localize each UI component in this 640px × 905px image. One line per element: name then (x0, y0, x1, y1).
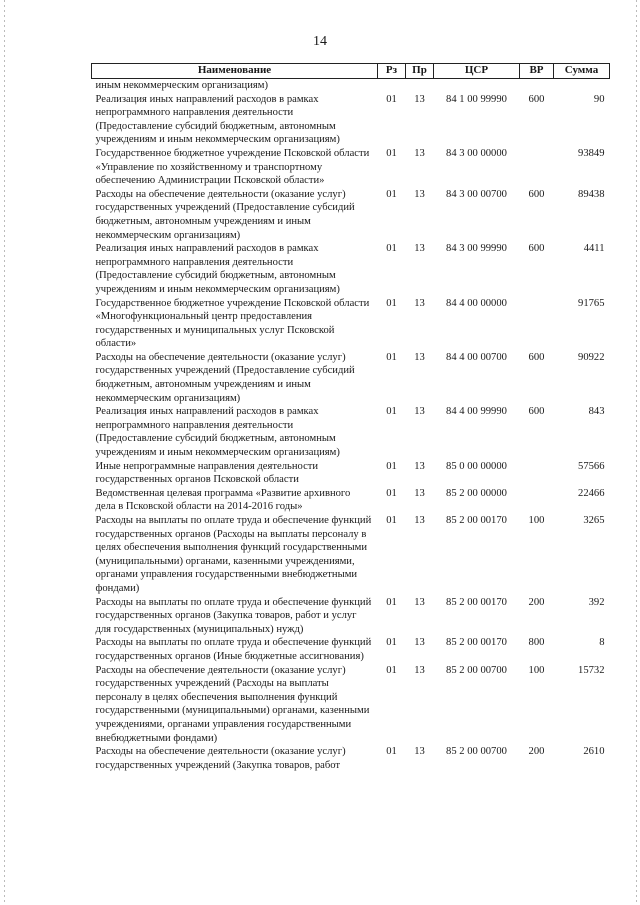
cell-pr (406, 79, 434, 93)
header-rz: Рз (378, 64, 406, 79)
cell-name: Расходы на выплаты по оплате труда и обеспечение функций государственных органов (Расходы на выплаты персоналу в целях обеспечения выполнения функций государственными (муниципальными) органами, казенными учреждениями, органами управления государственными внебюджетными фондами) (95, 515, 372, 594)
cell-name: иным некоммерческим организациям) (95, 80, 268, 91)
cell-sum: 2610 (583, 746, 605, 758)
cell-sum: 91765 (578, 297, 605, 309)
cell-csr: 84 3 00 99990 (446, 243, 507, 255)
cell-pr: 13 (414, 746, 425, 758)
cell-csr: 85 2 00 00170 (446, 515, 507, 526)
cell-vr: 200 (528, 596, 545, 608)
cell-sum: 89438 (578, 188, 605, 200)
cell-pr: 13 (414, 147, 425, 159)
cell-sum (554, 79, 610, 93)
cell-vr: 600 (528, 351, 545, 363)
cell-rz: 01 (386, 515, 397, 526)
table-row (92, 147, 610, 188)
cell-csr: 85 2 00 00000 (446, 487, 507, 499)
cell-pr: 13 (414, 93, 425, 105)
cell-name: Реализация иных направлений расходов в рамках непрограммного направления деятельности (Предоставление субсидий бюджетным, автономным учреждениям и иным некоммерческим организациям) (95, 93, 340, 146)
cell-sum: 93849 (578, 147, 605, 159)
cell-rz: 01 (386, 351, 397, 363)
cell-vr: 600 (528, 406, 545, 418)
cell-vr: 600 (528, 93, 545, 105)
cell-rz: 01 (386, 406, 397, 418)
cell-sum: 15732 (578, 664, 605, 676)
cell-csr: 84 4 00 00700 (446, 351, 507, 363)
cell-rz: 01 (386, 664, 397, 676)
cell-pr: 13 (414, 487, 425, 499)
cell-rz: 01 (386, 596, 397, 608)
cell-name: Расходы на обеспечение деятельности (оказание услуг) государственных учреждений (Предоставление субсидий бюджетным, автономным учреждениям и иным некоммерческим организациям) (95, 188, 355, 241)
cell-csr: 85 2 00 00170 (446, 637, 507, 649)
cell-vr (520, 147, 554, 188)
cell-name: Расходы на обеспечение деятельности (оказание услуг) государственных учреждений (Расходы на выплаты персоналу в целях обеспечения выполнения функций государственными (муниципальными) органами, казенными учреждениями, органами управления государственными внебюджетными фондами) (95, 664, 370, 744)
cell-pr: 13 (414, 243, 425, 255)
cell-csr: 85 2 00 00170 (446, 596, 507, 608)
cell-csr: 85 2 00 00700 (446, 664, 507, 676)
cell-name: Расходы на обеспечение деятельности (оказание услуг) государственных учреждений (Предоставление субсидий бюджетным, автономным учреждениям и иным некоммерческим организациям) (95, 351, 355, 404)
cell-sum: 90 (593, 93, 605, 105)
cell-pr: 13 (414, 460, 425, 472)
cell-pr: 13 (414, 664, 425, 676)
header-vr: ВР (520, 64, 554, 79)
cell-vr (520, 297, 554, 351)
cell-csr: 84 4 00 00000 (446, 297, 507, 309)
cell-csr (434, 79, 520, 93)
page-number: 14 (313, 34, 327, 49)
header-csr: ЦСР (434, 64, 520, 79)
cell-csr: 84 4 00 99990 (446, 406, 507, 418)
cell-pr: 13 (414, 515, 425, 526)
scan-edge-left (4, 0, 5, 905)
table-header-row (92, 64, 610, 79)
cell-vr: 600 (528, 243, 545, 255)
header-name: Наименование (92, 64, 378, 79)
cell-sum: 4411 (583, 243, 605, 255)
table-row (92, 460, 610, 487)
cell-rz: 01 (386, 746, 397, 758)
cell-rz: 01 (386, 93, 397, 105)
header-sum: Сумма (554, 64, 610, 79)
table-row (92, 596, 610, 637)
cell-pr: 13 (414, 637, 425, 649)
cell-rz: 01 (386, 243, 397, 255)
table-row (92, 79, 610, 93)
cell-name: Ведомственная целевая программа «Развитие архивного дела в Псковской области на 2014-2016 годы» (95, 487, 351, 513)
table-row (92, 405, 610, 459)
cell-csr: 85 0 00 00000 (446, 460, 507, 472)
cell-name: Реализация иных направлений расходов в рамках непрограммного направления деятельности (Предоставление субсидий бюджетным, автономным учреждениям и иным некоммерческим организациям) (95, 243, 340, 295)
scan-edge-right (636, 0, 637, 905)
table-row (92, 242, 610, 296)
cell-csr: 84 1 00 99990 (446, 93, 507, 105)
cell-name: Расходы на выплаты по оплате труда и обеспечение функций государственных органов (Закупка товаров, работ и услуг для государственных (муниципальных) нужд) (95, 596, 372, 635)
cell-name: Государственное бюджетное учреждение Псковской области «Управление по хозяйственному и транспортному обеспечению Администрации Псковской области» (95, 147, 370, 187)
table-row (92, 745, 610, 772)
cell-vr (520, 460, 554, 487)
cell-vr: 100 (528, 664, 545, 676)
table-row (92, 93, 610, 147)
cell-csr: 85 2 00 00700 (446, 746, 507, 758)
cell-rz: 01 (386, 188, 397, 200)
cell-pr: 13 (414, 188, 425, 200)
cell-name: Иные непрограммные направления деятельности государственных органов Псковской области (95, 460, 319, 486)
cell-vr: 600 (528, 188, 545, 200)
cell-rz: 01 (386, 637, 397, 649)
cell-rz (378, 79, 406, 93)
cell-vr (520, 487, 554, 514)
cell-vr: 100 (528, 515, 545, 526)
table-row (92, 351, 610, 405)
budget-table-container (91, 63, 609, 772)
table-row (92, 487, 610, 514)
table-row (92, 297, 610, 351)
table-row (92, 514, 610, 596)
cell-pr: 13 (414, 596, 425, 608)
cell-sum: 90922 (578, 351, 605, 363)
cell-vr (520, 79, 554, 93)
cell-name: Расходы на обеспечение деятельности (оказание услуг) государственных учреждений (Закупка товаров, работ (95, 746, 346, 771)
cell-sum: 8 (599, 637, 605, 649)
cell-csr: 84 3 00 00700 (446, 188, 507, 200)
cell-sum: 843 (588, 406, 605, 418)
cell-name: Расходы на выплаты по оплате труда и обеспечение функций государственных органов (Иные бюджетные ассигнования) (95, 637, 372, 662)
cell-rz: 01 (386, 460, 397, 472)
cell-sum: 22466 (578, 487, 605, 499)
table-row (92, 664, 610, 746)
table-row (92, 188, 610, 242)
cell-rz: 01 (386, 297, 397, 309)
table-row (92, 636, 610, 663)
cell-pr: 13 (414, 406, 425, 418)
cell-csr: 84 3 00 00000 (446, 147, 507, 159)
cell-name: Государственное бюджетное учреждение Псковской области «Многофункциональный центр предоставления государственных и муниципальных услуг Псковской области» (95, 297, 370, 350)
cell-pr: 13 (414, 297, 425, 309)
budget-table (91, 63, 610, 772)
cell-rz: 01 (386, 487, 397, 499)
cell-pr: 13 (414, 351, 425, 363)
header-pr: Пр (406, 64, 434, 79)
cell-sum: 392 (588, 596, 605, 608)
cell-vr: 800 (528, 637, 545, 649)
cell-rz: 01 (386, 147, 397, 159)
cell-vr: 200 (528, 746, 545, 758)
cell-sum: 3265 (583, 515, 605, 526)
cell-name: Реализация иных направлений расходов в рамках непрограммного направления деятельности (Предоставление субсидий бюджетным, автономным учреждениям и иным некоммерческим организациям) (95, 406, 340, 459)
cell-sum: 57566 (578, 460, 605, 472)
